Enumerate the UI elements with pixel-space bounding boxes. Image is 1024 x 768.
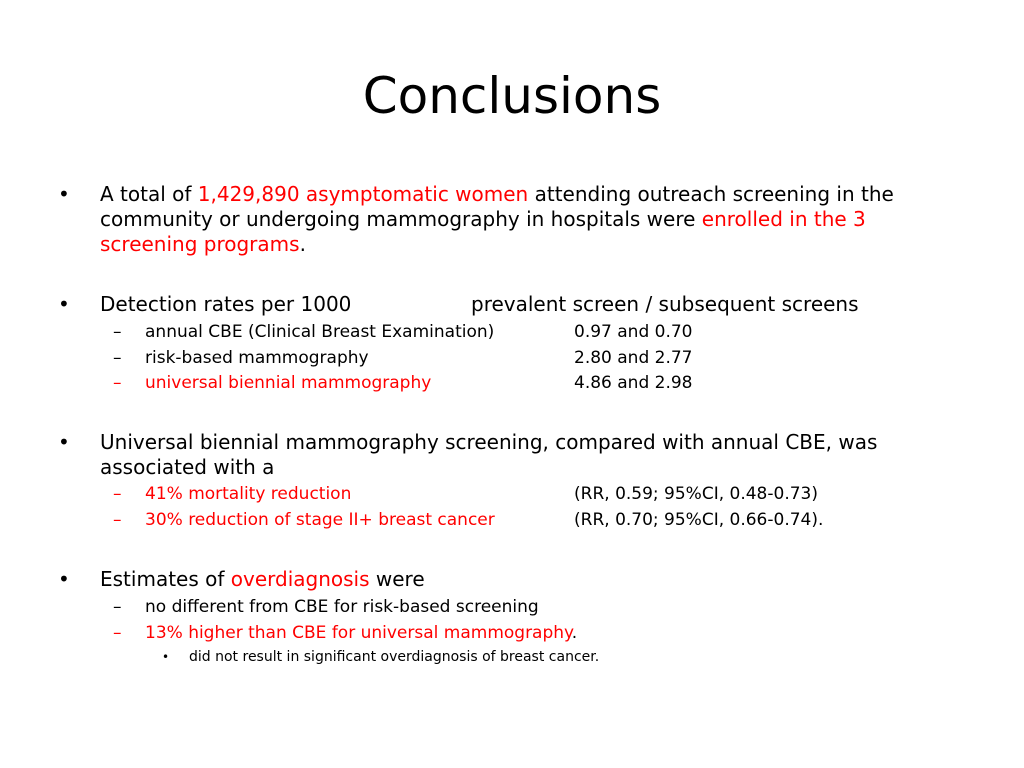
- text-run: A total of: [100, 182, 198, 206]
- row-value: (RR, 0.70; 95%CI, 0.66-0.74).: [574, 509, 824, 530]
- bullet-text: [0, 567, 930, 592]
- row-value: (RR, 0.59; 95%CI, 0.48-0.73): [574, 484, 818, 504]
- dash-marker: –: [113, 347, 122, 368]
- dash-marker: –: [113, 597, 122, 617]
- dash-marker: –: [113, 373, 122, 393]
- highlight-programs: enrolled in the 3 screening programs: [100, 207, 866, 256]
- highlight-overdiagnosis: overdiagnosis: [230, 567, 370, 591]
- row-label: 13% higher than CBE for universal mammography: [145, 622, 572, 643]
- row-value: 2.80 and 2.77: [574, 347, 693, 368]
- bullet-text: [0, 182, 930, 257]
- row-label: no different from CBE for risk-based screening: [145, 597, 539, 617]
- text-run: Estimates of: [100, 567, 231, 591]
- bullet-marker: •: [162, 650, 170, 664]
- outcome-row: [0, 482, 1024, 508]
- detection-label: Detection rates per 1000: [100, 292, 352, 316]
- detection-header: [0, 292, 930, 317]
- row-value: 4.86 and 2.98: [574, 373, 693, 393]
- bullet-text: [0, 430, 930, 480]
- row-label: 41% mortality reduction: [145, 484, 352, 504]
- dash-marker: –: [113, 484, 122, 504]
- bullet-marker: •: [58, 567, 70, 591]
- bullet-marker: •: [58, 292, 70, 316]
- detection-columns: prevalent screen / subsequent screens: [471, 292, 859, 316]
- text-run: .: [571, 622, 578, 643]
- dash-marker: –: [113, 509, 122, 530]
- dash-marker: –: [113, 622, 122, 643]
- row-label: 30% reduction of stage II+ breast cancer: [145, 509, 495, 530]
- slide-title: Conclusions: [362, 67, 662, 125]
- row-label: did not result in significant overdiagnosis of breast cancer.: [189, 649, 600, 665]
- text-run: attending outreach screening in the community or undergoing mammography in hospitals were: [100, 182, 894, 231]
- bullet-total-enrolled: [0, 182, 1024, 257]
- row-value: 0.97 and 0.70: [574, 322, 693, 342]
- overdiagnosis-row: [0, 595, 1024, 621]
- detection-row: [0, 346, 1024, 372]
- bullet-overdiagnosis: [0, 567, 1024, 668]
- detection-row: [0, 371, 1024, 397]
- row-label: annual CBE (Clinical Breast Examination): [145, 322, 495, 342]
- bullet-universal-screening: [0, 430, 1024, 533]
- text-run: .: [299, 232, 306, 256]
- bullet-marker: •: [58, 182, 70, 206]
- row-label: universal biennial mammography: [145, 373, 432, 393]
- outcome-row: [0, 508, 1024, 534]
- overdiagnosis-subrow: [0, 646, 1024, 668]
- text-run: were: [369, 567, 425, 591]
- dash-marker: –: [113, 322, 122, 342]
- overdiagnosis-row: [0, 621, 1024, 647]
- row-label: risk-based mammography: [145, 347, 369, 368]
- universal-text: Universal biennial mammography screening, compared with annual CBE, was associated with a: [100, 430, 878, 479]
- highlight-women-count: 1,429,890 asymptomatic women: [197, 182, 529, 206]
- bullet-marker: •: [58, 430, 70, 454]
- detection-row: [0, 320, 1024, 346]
- bullet-detection-rates: [0, 292, 1024, 397]
